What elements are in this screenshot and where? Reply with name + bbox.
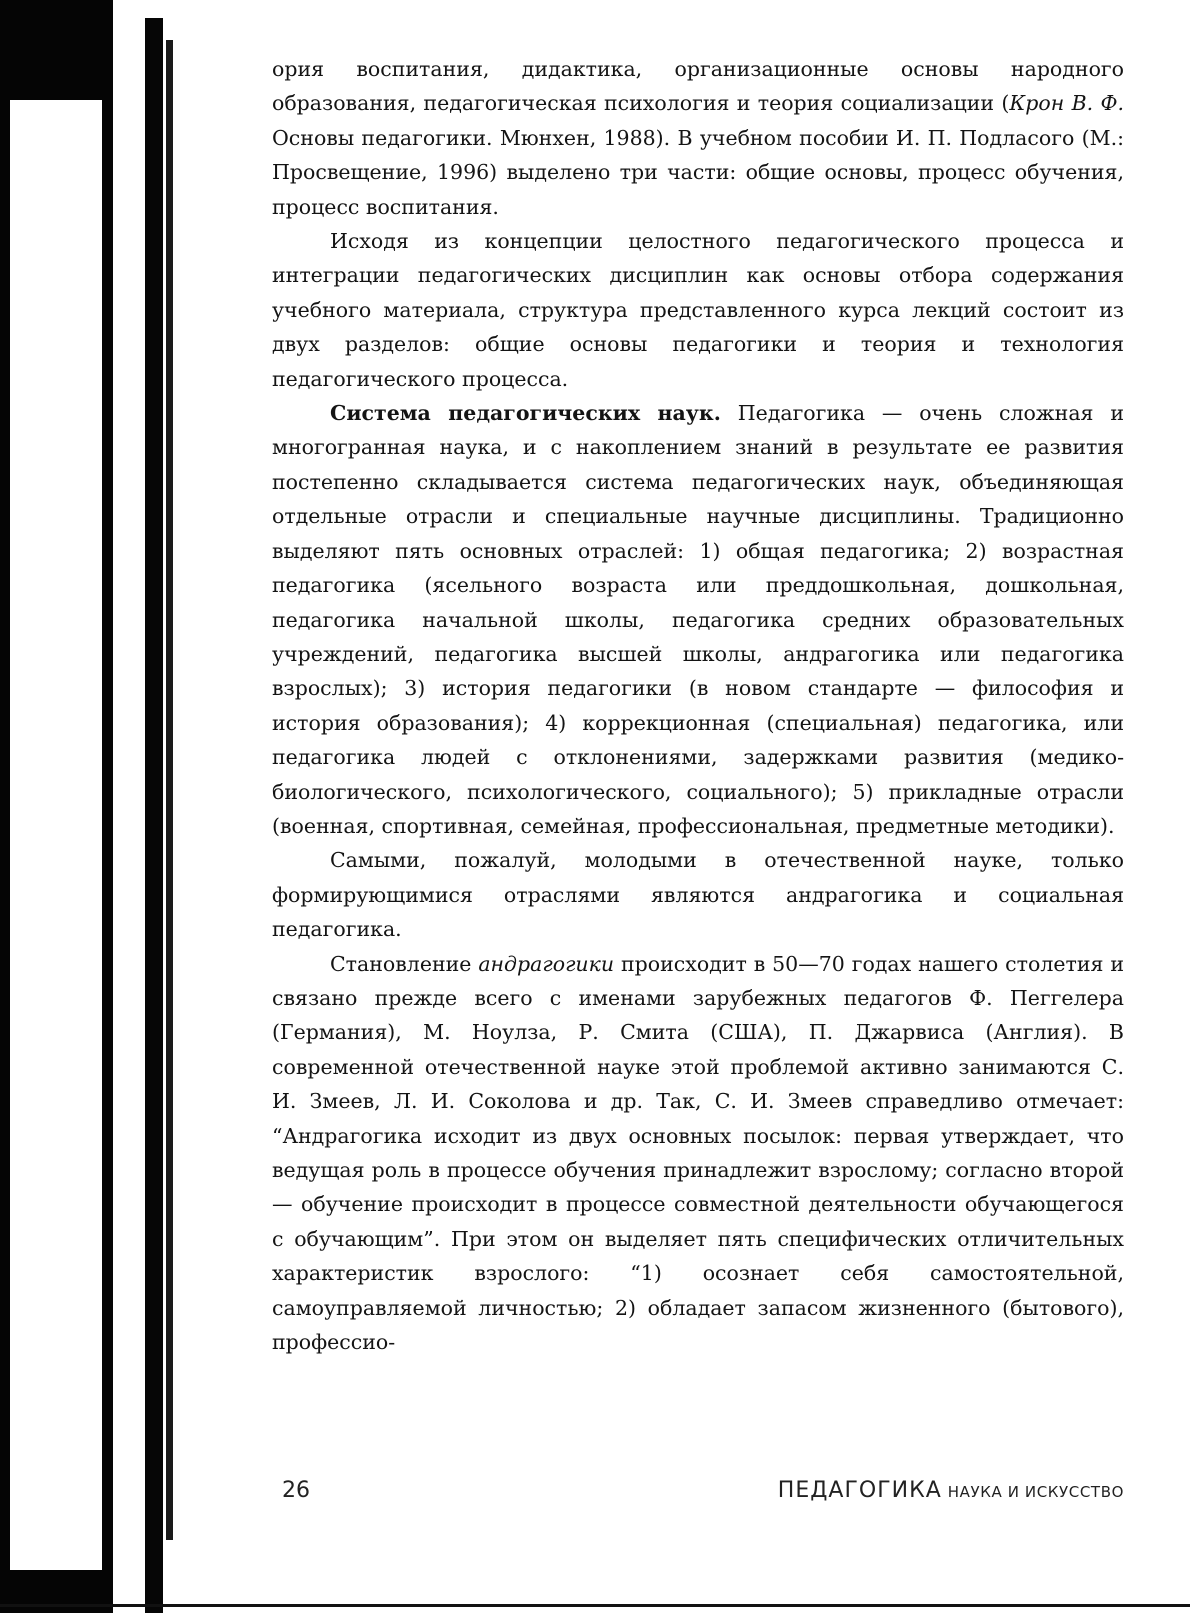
text-run: Педагогика — очень сложная и многогранная наука, и с накоплением знаний в результате ее развития постепенно складывается система педагогических наук, объединяющая отдельные отрасли и специальные научные дисциплины. Традиционно выделяют пять основных отраслей: 1) общая педагогика; 2) возрастная педагогика (ясельного возраста или преддошкольная, дошкольная, педагогика начальной школы, педагогика средних образовательных учреждений, педагогика высшей школы, андрагогика или педагогика взрослых); 3) история педагогики (в новом стандарте — философия и история образования); 4) коррекционная (специальная) педагогика, или педагогика людей с отклонениями, задержками развития (медико-биологического, психологического, социального); 5) прикладные отрасли (военная, спортивная, семейная, профессиональная, предметные методики). [272, 401, 1124, 838]
running-head-title: ПЕДАГОГИКА [777, 1478, 942, 1503]
scan-bottom-edge [0, 1604, 1190, 1607]
text-run: Самыми, пожалуй, молодыми в отечественной науке, только формирующимися отраслями являются андрагогика и социальная педагогика. [272, 848, 1124, 942]
italic-run: андрагогики [478, 951, 615, 976]
binding-bar [145, 18, 163, 1613]
paragraph [272, 396, 1124, 843]
text-run: Исходя из концепции целостного педагогического процесса и интеграции педагогических дисциплин как основы отбора содержания учебного материала, структура представленного курса лекций состоит из двух разделов: общие основы педагогики и теория и технология педагогического процесса. [272, 229, 1124, 391]
text-run: Становление [330, 951, 479, 976]
running-head-subtitle: НАУКА И ИСКУССТВО [947, 1483, 1124, 1501]
bold-heading-run: Система педагогических наук. [330, 401, 721, 426]
paragraph [272, 947, 1124, 1360]
text-run: ория воспитания, дидактика, организационные основы народного образования, педагогическая психология и теория социализации ( [272, 57, 1124, 116]
text-run: Основы педагогики. Мюнхен, 1988). В учебном пособии И. П. Подласого (М.: Просвещение, 1996) выделено три части: общие основы, процесс обучения, процесс воспитания. [272, 125, 1124, 219]
binding-gap [113, 0, 145, 1613]
binding-inner-line [166, 40, 173, 1540]
binding-page-edge [10, 100, 102, 1570]
text-run: происходит в 50—70 годах нашего столетия и связано прежде всего с именами зарубежных педагогов Ф. Пеггелера (Германия), М. Ноулза, Р. Смита (США), П. Джарвиса (Англия). В современной отечественной науке этой проблемой активно занимаются С. И. Змеев, Л. И. Соколова и др. Так, С. И. Змеев справедливо отмечает: “Андрагогика исходит из двух основных посылок: первая утверждает, что ведущая роль в процессе обучения принадлежит взрослому; согласно второй — обучение происходит в процессе совместной деятельности обучающегося с обучающим”. При этом он выделяет пять специфических отличительных характеристик взрослого: “1) осознает себя самостоятельной, самоуправляемой личностью; 2) обладает запасом жизненного (бытового), профессио- [272, 951, 1124, 1355]
paragraph [272, 52, 1124, 224]
running-head [778, 1478, 1124, 1503]
paragraph [272, 843, 1124, 946]
paragraph [272, 224, 1124, 396]
italic-run: Крон В. Ф. [1009, 91, 1125, 116]
body-text [272, 52, 1124, 1359]
page-number: 26 [282, 1478, 310, 1503]
